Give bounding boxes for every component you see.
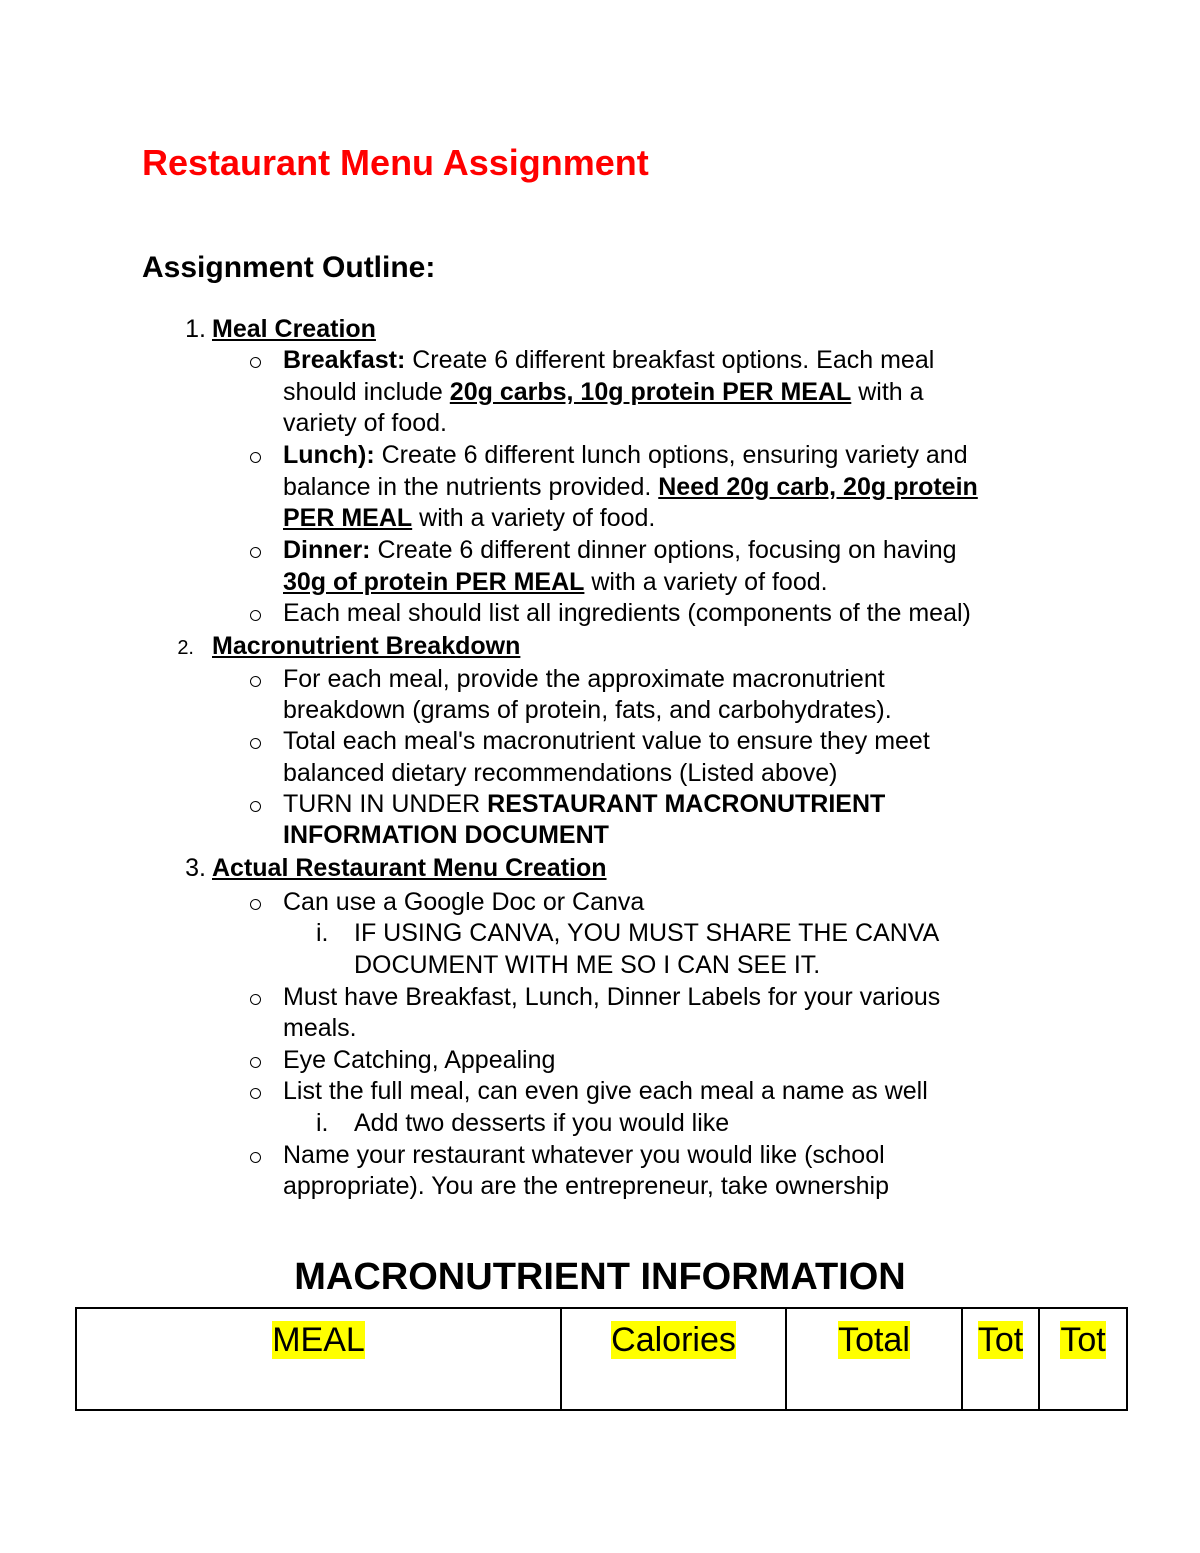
- breakfast-line-3: variety of food.: [283, 409, 447, 437]
- turn-in-doc-name-2: INFORMATION DOCUMENT: [283, 821, 609, 849]
- menu-bullet-2a: Must have Breakfast, Lunch, Dinner Labels for your various: [283, 983, 941, 1011]
- menu-sub-1b: DOCUMENT WITH ME SO I CAN SEE IT.: [354, 951, 821, 979]
- menu-bullet-5b: appropriate). You are the entrepreneur, take ownership: [283, 1172, 889, 1200]
- lunch-text-2a: balance in the nutrients provided.: [283, 473, 659, 501]
- bullet-icon: [250, 899, 261, 910]
- breakfast-requirement: 20g carbs, 10g protein PER MEAL: [449, 378, 852, 406]
- bullet-icon: [250, 547, 261, 558]
- document-title: Restaurant Menu Assignment: [142, 142, 649, 183]
- section-2-number: 2.: [177, 637, 194, 659]
- ingredients-line: Each meal should list all ingredients (components of the meal): [283, 599, 971, 627]
- macro-bullet-3b: [283, 820, 609, 851]
- bullet-icon: [250, 738, 261, 749]
- turn-in-prefix: TURN IN UNDER: [283, 790, 488, 818]
- section-3-title: Actual Restaurant Menu Creation: [212, 854, 607, 882]
- breakfast-text-2a: should include: [283, 378, 450, 406]
- bullet-icon: [250, 610, 261, 621]
- section-1-title: Meal Creation: [212, 315, 376, 343]
- dinner-line-1: [283, 535, 957, 566]
- bullet-icon: [250, 1088, 261, 1099]
- breakfast-label: Breakfast:: [283, 346, 406, 374]
- bullet-icon: [250, 452, 261, 463]
- outline-heading: Assignment Outline:: [142, 251, 436, 284]
- lunch-requirement-2: PER MEAL: [283, 504, 413, 532]
- breakfast-line-2: [283, 377, 924, 408]
- menu-sub-marker-1: i.: [316, 919, 329, 947]
- lunch-text-3b: with a variety of food.: [412, 504, 656, 532]
- macronutrient-heading: MACRONUTRIENT INFORMATION: [294, 1256, 906, 1298]
- lunch-line-2: [283, 472, 978, 503]
- dinner-text-2b: with a variety of food.: [584, 568, 828, 596]
- lunch-line-1: [283, 440, 968, 471]
- col-total: Total: [786, 1308, 962, 1410]
- menu-bullet-5a: Name your restaurant whatever you would like (school: [283, 1141, 885, 1169]
- section-1-number: 1.: [185, 315, 206, 343]
- section-2-title: Macronutrient Breakdown: [212, 632, 521, 660]
- lunch-label: Lunch):: [283, 441, 375, 469]
- col-meal: MEAL: [76, 1308, 561, 1410]
- menu-bullet-2b: meals.: [283, 1014, 357, 1042]
- bullet-icon: [250, 357, 261, 368]
- col-tot-1: Tot: [962, 1308, 1039, 1410]
- col-tot-2: Tot: [1039, 1308, 1127, 1410]
- menu-bullet-3: Eye Catching, Appealing: [283, 1046, 556, 1074]
- macro-bullet-1a: For each meal, provide the approximate macronutrient: [283, 665, 885, 693]
- menu-sub-marker-2: i.: [316, 1109, 329, 1137]
- macro-bullet-2a: Total each meal's macronutrient value to ensure they meet: [283, 727, 930, 755]
- col-calories: Calories: [561, 1308, 786, 1410]
- breakfast-text-1: Create 6 different breakfast options. Each meal: [405, 346, 935, 374]
- menu-bullet-1: Can use a Google Doc or Canva: [283, 888, 645, 916]
- menu-sub-2: Add two desserts if you would like: [354, 1109, 730, 1137]
- dinner-line-2: [283, 567, 828, 598]
- dinner-text-1: Create 6 different dinner options, focusing on having: [370, 536, 957, 564]
- menu-sub-1a: IF USING CANVA, YOU MUST SHARE THE CANVA: [354, 919, 940, 947]
- turn-in-doc-name-1: RESTAURANT MACRONUTRIENT: [487, 790, 886, 818]
- macro-bullet-3a: [283, 789, 885, 820]
- macro-bullet-1b: breakdown (grams of protein, fats, and carbohydrates).: [283, 696, 892, 724]
- lunch-line-3: [283, 503, 655, 534]
- breakfast-line-1: [283, 345, 934, 376]
- bullet-icon: [250, 994, 261, 1005]
- lunch-text-1: Create 6 different lunch options, ensuring variety and: [374, 441, 968, 469]
- bullet-icon: [250, 801, 261, 812]
- dinner-label: Dinner:: [283, 536, 371, 564]
- lunch-requirement-1: Need 20g carb, 20g protein: [658, 473, 978, 501]
- dinner-requirement: 30g of protein PER MEAL: [283, 568, 585, 596]
- macronutrient-table: [75, 1307, 1128, 1411]
- section-3-number: 3.: [185, 854, 206, 882]
- bullet-icon: [250, 1057, 261, 1068]
- menu-bullet-4: List the full meal, can even give each meal a name as well: [283, 1077, 928, 1105]
- table-header-row: [76, 1308, 1127, 1410]
- macro-bullet-2b: balanced dietary recommendations (Listed above): [283, 759, 838, 787]
- bullet-icon: [250, 676, 261, 687]
- bullet-icon: [250, 1152, 261, 1163]
- breakfast-text-2b: with a: [851, 378, 924, 406]
